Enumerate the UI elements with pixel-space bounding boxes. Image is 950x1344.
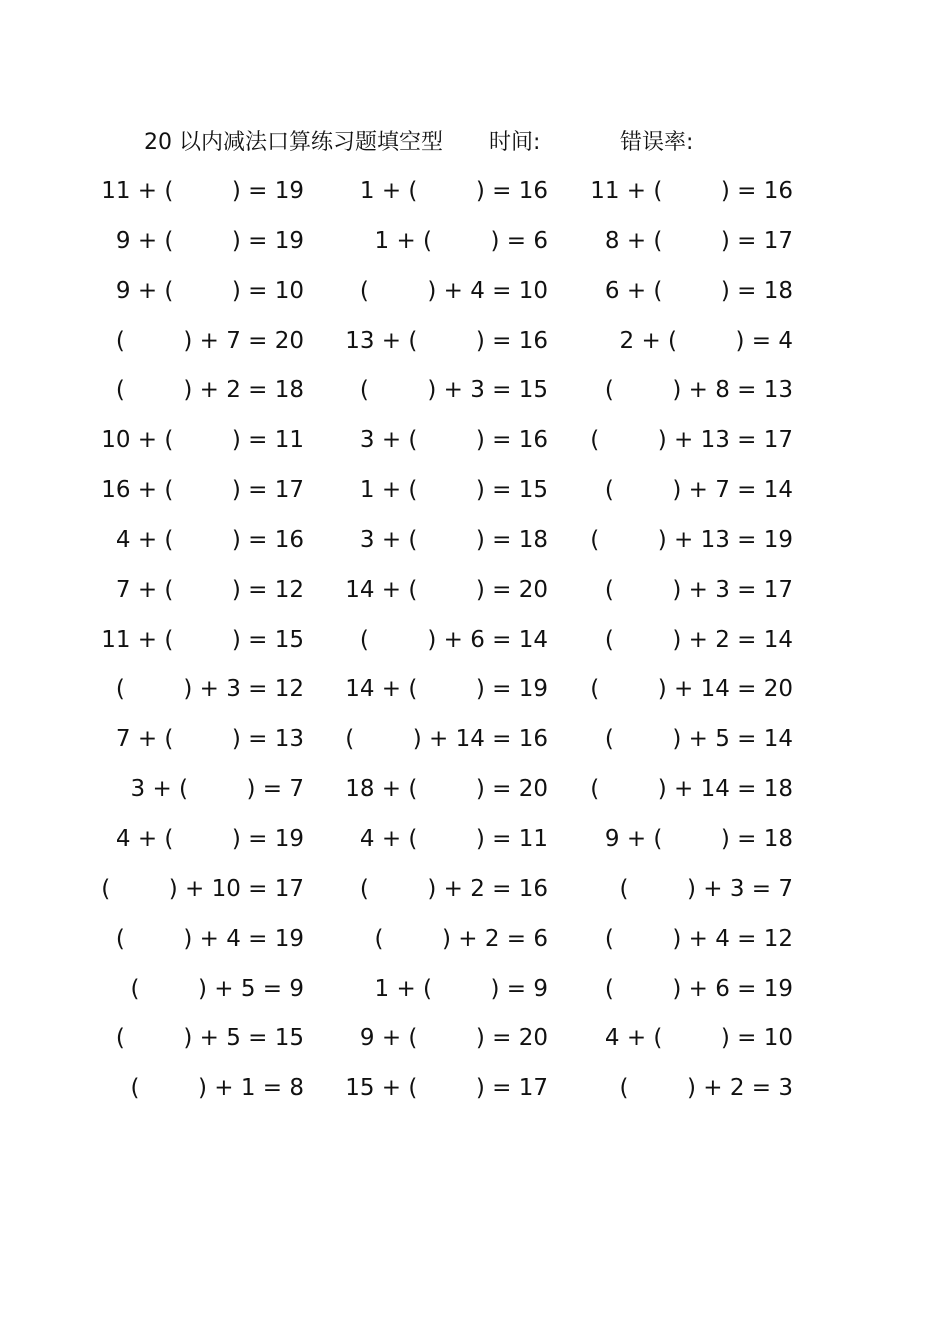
problem-item: ( ) + 13 = 17: [590, 427, 793, 454]
problem-item: ( ) + 3 = 15: [359, 377, 548, 404]
problem-row: [0, 922, 950, 972]
problem-item: ( ) + 14 = 18: [590, 776, 793, 803]
problem-item: 3 + ( ) = 7: [130, 776, 304, 803]
problem-row: [0, 972, 950, 1022]
problem-item: ( ) + 14 = 20: [590, 676, 793, 703]
problem-item: ( ) + 14 = 16: [345, 726, 548, 753]
problem-item: ( ) + 2 = 14: [604, 626, 793, 653]
problem-item: 18 + ( ) = 20: [345, 776, 548, 803]
problem-item: ( ) + 4 = 12: [604, 925, 793, 952]
problem-item: 14 + ( ) = 20: [345, 576, 548, 603]
problem-item: ( ) + 8 = 13: [604, 377, 793, 404]
problem-item: ( ) + 5 = 9: [130, 975, 304, 1002]
problem-item: 13 + ( ) = 16: [345, 327, 548, 354]
error-rate-label: 错误率:: [620, 130, 694, 155]
problem-item: 11 + ( ) = 16: [590, 178, 793, 204]
problem-row: [0, 174, 950, 224]
problem-row: [0, 473, 950, 523]
problem-item: ( ) + 6 = 14: [359, 626, 548, 653]
problem-row: [0, 373, 950, 423]
problem-row: [0, 573, 950, 623]
problem-item: 1 + ( ) = 9: [374, 975, 548, 1002]
problem-item: 14 + ( ) = 19: [345, 676, 548, 703]
worksheet-header: [0, 126, 950, 160]
problem-item: 4 + ( ) = 19: [115, 825, 304, 852]
problem-item: ( ) + 4 = 19: [115, 925, 304, 952]
problem-item: 4 + ( ) = 10: [604, 1025, 793, 1052]
problem-row: [0, 523, 950, 573]
problem-item: 3 + ( ) = 18: [359, 526, 548, 553]
problem-row: [0, 722, 950, 772]
problem-item: 1 + ( ) = 16: [359, 178, 548, 204]
problem-item: 11 + ( ) = 19: [101, 178, 304, 204]
problem-item: 9 + ( ) = 18: [604, 825, 793, 852]
problem-item: ( ) + 3 = 12: [115, 676, 304, 703]
problem-item: ( ) + 3 = 17: [604, 576, 793, 603]
problem-item: 4 + ( ) = 16: [115, 526, 304, 553]
problem-item: 2 + ( ) = 4: [619, 327, 793, 354]
problem-item: ( ) + 7 = 20: [115, 327, 304, 354]
problem-row: [0, 1021, 950, 1071]
problem-item: 4 + ( ) = 11: [359, 825, 548, 852]
problem-item: 11 + ( ) = 15: [101, 626, 304, 653]
problem-row: [0, 623, 950, 673]
problem-item: ( ) + 2 = 3: [619, 1075, 793, 1102]
problem-row: [0, 872, 950, 922]
problem-item: 10 + ( ) = 11: [101, 427, 304, 454]
problem-item: ( ) + 7 = 14: [604, 477, 793, 504]
problem-row: [0, 672, 950, 722]
problem-item: 9 + ( ) = 20: [359, 1025, 548, 1052]
problem-item: ( ) + 5 = 14: [604, 726, 793, 753]
problem-row: [0, 324, 950, 374]
problem-row: [0, 822, 950, 872]
problem-row: [0, 772, 950, 822]
problem-item: ( ) + 2 = 16: [359, 875, 548, 902]
problem-item: ( ) + 3 = 7: [619, 875, 793, 902]
problem-item: 7 + ( ) = 13: [115, 726, 304, 753]
problem-item: ( ) + 5 = 15: [115, 1025, 304, 1052]
problem-item: ( ) + 10 = 17: [101, 875, 304, 902]
problem-item: 1 + ( ) = 6: [374, 227, 548, 254]
problem-row: [0, 1071, 950, 1121]
problem-item: ( ) + 2 = 18: [115, 377, 304, 404]
problem-item: 15 + ( ) = 17: [345, 1075, 548, 1102]
problem-row: [0, 423, 950, 473]
problem-item: ( ) + 2 = 6: [374, 925, 548, 952]
problem-item: ( ) + 1 = 8: [130, 1075, 304, 1102]
problem-row: [0, 274, 950, 324]
problem-item: 1 + ( ) = 15: [359, 477, 548, 504]
problem-item: 7 + ( ) = 12: [115, 576, 304, 603]
problem-item: 3 + ( ) = 16: [359, 427, 548, 454]
problem-item: ( ) + 4 = 10: [359, 277, 548, 304]
worksheet-title: 20 以内减法口算练习题填空型: [144, 130, 443, 155]
problem-item: 9 + ( ) = 19: [115, 227, 304, 254]
time-label: 时间:: [489, 130, 541, 155]
problem-item: 8 + ( ) = 17: [604, 227, 793, 254]
problem-item: ( ) + 6 = 19: [604, 975, 793, 1002]
problem-grid: [0, 174, 950, 1121]
problem-item: 6 + ( ) = 18: [604, 277, 793, 304]
problem-item: 9 + ( ) = 10: [115, 277, 304, 304]
problem-item: 16 + ( ) = 17: [101, 477, 304, 504]
problem-item: ( ) + 13 = 19: [590, 526, 793, 553]
problem-row: [0, 224, 950, 274]
